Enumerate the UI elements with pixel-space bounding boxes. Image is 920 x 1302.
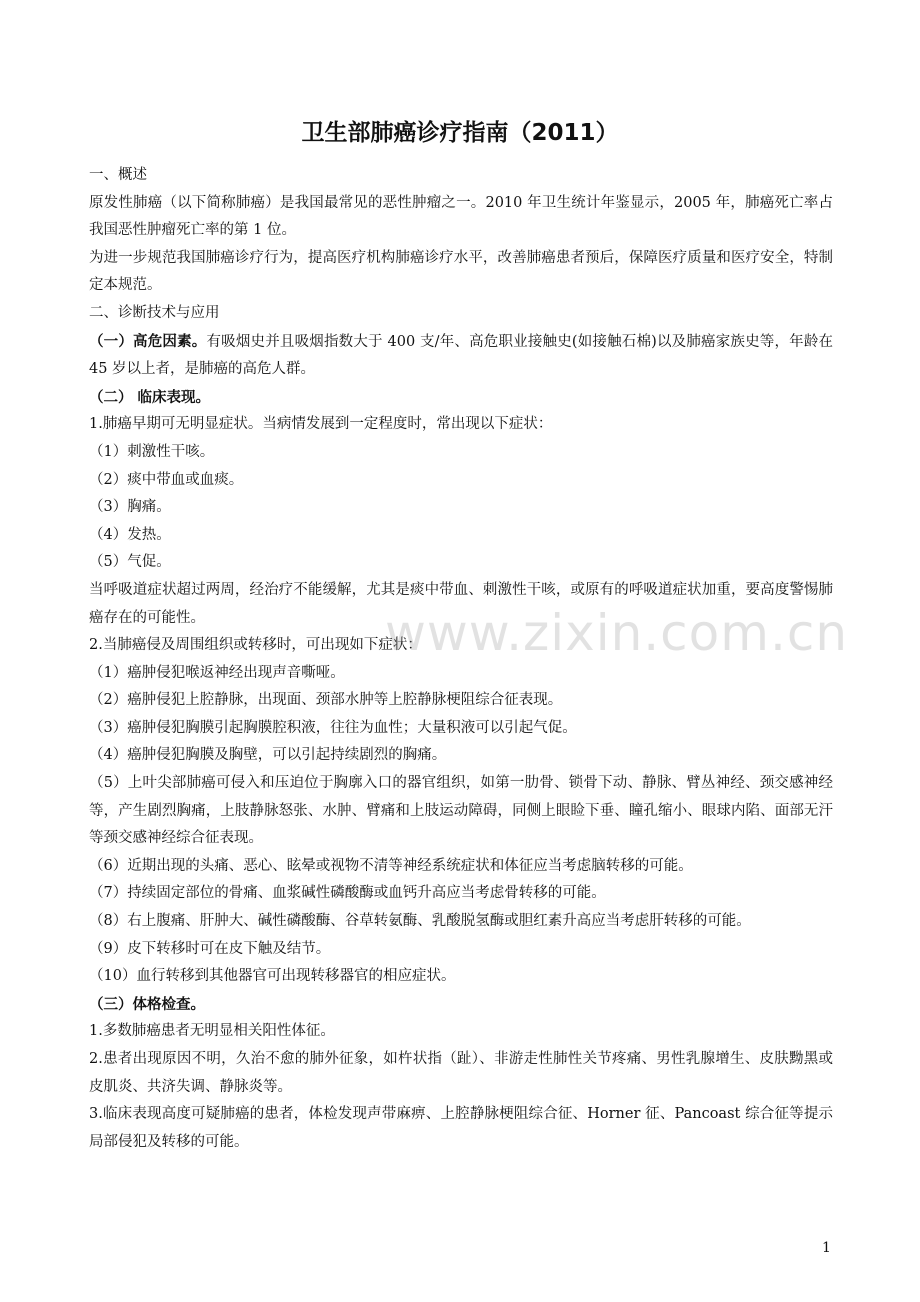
list-item: （1）癌肿侵犯喉返神经出现声音嘶哑。 bbox=[89, 664, 345, 681]
list-item: （10）血行转移到其他器官可出现转移器官的相应症状。 bbox=[89, 968, 456, 985]
list-item: 1.多数肺癌患者无明显相关阳性体征。 bbox=[89, 1023, 335, 1040]
list-item: （4）癌肿侵犯胸膜及胸壁，可以引起持续剧烈的胸痛。 bbox=[89, 747, 447, 764]
list-item: （5）气促。 bbox=[89, 554, 171, 571]
risk-factors-text: 有吸烟史并且吸烟指数大于 400 支/年、高危职业接触史(如接触石棉)以及肺癌家族史等，年龄在 45 岁以上者，是肺癌的高危人群。 bbox=[89, 333, 834, 378]
list-item: （6）近期出现的头痛、恶心、眩晕或视物不清等神经系统症状和体征应当考虑脑转移的可能。 bbox=[89, 857, 693, 874]
paragraph-risk-factors bbox=[89, 328, 833, 384]
list-item: （3）癌肿侵犯胸膜引起胸膜腔积液，往往为血性；大量积液可以引起气促。 bbox=[89, 719, 577, 736]
page-number: 1 bbox=[822, 1240, 831, 1256]
list-item: 2.患者出现原因不明，久治不愈的肺外征象，如杵状指（趾）、非游走性肺性关节疼痛、男性乳腺增生、皮肤黝黑或皮肌炎、共济失调、静脉炎等。 bbox=[89, 1051, 833, 1095]
list-item: （4）发热。 bbox=[89, 526, 171, 543]
list-item: 3.临床表现高度可疑肺癌的患者，体检发现声带麻痹、上腔静脉梗阻综合征、Horner 征、Pancoast 综合征等提示局部侵犯及转移的可能。 bbox=[89, 1106, 833, 1150]
list-item: （9）皮下转移时可在皮下触及结节。 bbox=[89, 940, 331, 957]
list-item: （2）痰中带血或血痰。 bbox=[89, 471, 244, 488]
paragraph-incidence: 原发性肺癌（以下简称肺癌）是我国最常见的恶性肿瘤之一。2010 年卫生统计年鉴显示，2005 年，肺癌死亡率占我国恶性肿瘤死亡率的第 1 位。 bbox=[89, 194, 833, 239]
risk-factors-label: （一）高危因素。 bbox=[89, 332, 207, 350]
section-heading-diagnosis: 二、诊断技术与应用 bbox=[89, 304, 220, 321]
list-item: （3）胸痛。 bbox=[89, 499, 171, 516]
watermark: www.zixin.com.cn bbox=[385, 604, 849, 662]
paragraph-early-symptoms-intro: 1.肺癌早期可无明显症状。当病情发展到一定程度时，常出现以下症状： bbox=[89, 416, 553, 433]
paragraph-invasion-intro: 2.当肺癌侵及周围组织或转移时，可出现如下症状： bbox=[89, 637, 422, 654]
paragraph-purpose: 为进一步规范我国肺癌诊疗行为，提高医疗机构肺癌诊疗水平，改善肺癌患者预后，保障医疗质量和医疗安全，特制定本规范。 bbox=[89, 249, 833, 294]
section-heading-overview: 一、概述 bbox=[89, 167, 147, 183]
page-title: 卫生部肺癌诊疗指南（2011） bbox=[301, 120, 619, 146]
list-item: （8）右上腹痛、肝肿大、碱性磷酸酶、谷草转氨酶、乳酸脱氢酶或胆红素升高应当考虑肝转移的可能。 bbox=[89, 913, 751, 930]
subheading-clinical-presentation: （二） 临床表现。 bbox=[89, 388, 211, 406]
list-item: （2）癌肿侵犯上腔静脉，出现面、颈部水肿等上腔静脉梗阻综合征表现。 bbox=[89, 692, 563, 709]
list-item: （7）持续固定部位的骨痛、血浆碱性磷酸酶或血钙升高应当考虑骨转移的可能。 bbox=[89, 885, 606, 902]
paragraph-warning: 当呼吸道症状超过两周，经治疗不能缓解，尤其是痰中带血、刺激性干咳，或原有的呼吸道症状加重，要高度警惕肺癌存在的可能性。 bbox=[89, 581, 833, 626]
list-item: （5）上叶尖部肺癌可侵入和压迫位于胸廓入口的器官组织，如第一肋骨、锁骨下动、静脉、臂丛神经、颈交感神经等，产生剧烈胸痛，上肢静脉怒张、水肿、臂痛和上肢运动障碍，同侧上眼睑下垂、瞳孔缩小、眼球内陷、面部无汗等颈交感神经综合征表现。 bbox=[89, 775, 833, 847]
subheading-physical-exam: （三）体格检查。 bbox=[89, 995, 205, 1013]
list-item: （1）刺激性干咳。 bbox=[89, 443, 215, 460]
